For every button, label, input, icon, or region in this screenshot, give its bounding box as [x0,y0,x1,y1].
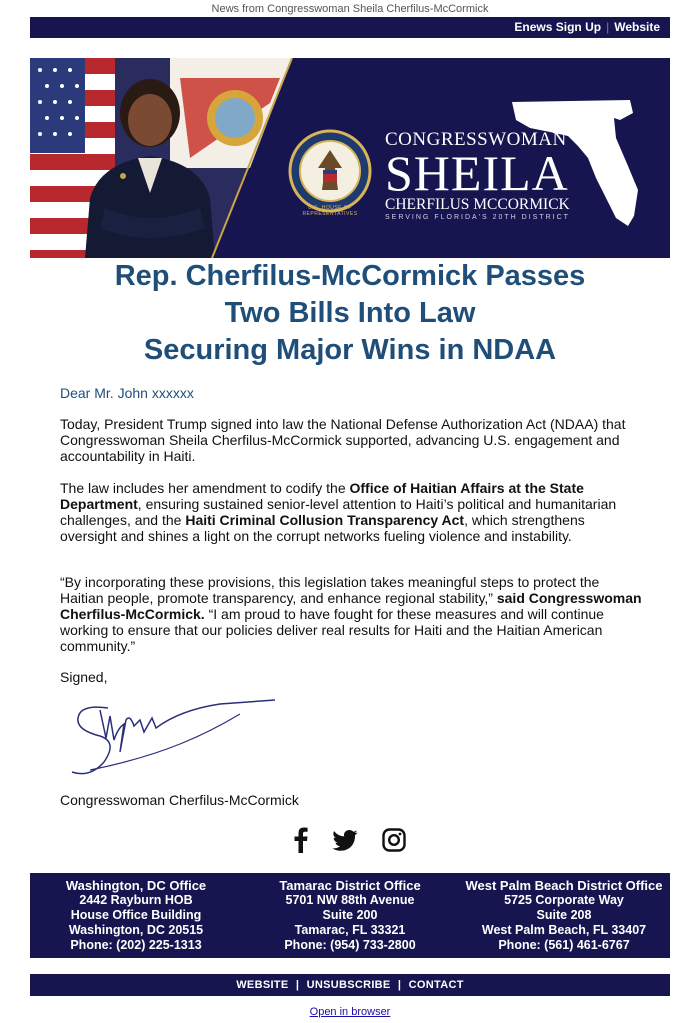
p3-text-a: “By incorporating these provisions, this legislation takes meaningful steps to protect the Haitian people, promote transparency, and enhance regional stability,” [60,574,600,606]
paragraph-3 [60,574,645,654]
office-phone: Phone: (202) 225-1313 [70,938,202,952]
p2-bold-act: Haiti Criminal Collusion Transparency Act [185,512,465,528]
footer-website-link[interactable]: WEBSITE [236,979,289,991]
office-address-line: 2442 Rayburn HOB [79,893,193,907]
paragraph-2 [60,480,645,544]
footer-separator: | [295,979,300,991]
office-phone: Phone: (561) 461-6767 [498,938,630,952]
open-in-browser-link[interactable]: Open in browser [309,1006,391,1018]
office-address-line: Washington, DC 20515 [68,923,204,937]
banner-tagline: SERVING FLORIDA'S 20TH DISTRICT [385,214,570,221]
preheader-text: News from Congresswoman Sheila Cherfilus-McCormick [211,3,489,15]
footer-separator: | [397,979,402,991]
headline [30,258,670,369]
twitter-icon[interactable] [332,830,358,856]
office-west-palm-beach [458,878,670,953]
greeting: Dear Mr. John xxxxxx [60,385,194,401]
nav-separator: | [606,20,610,34]
footer-unsubscribe-link[interactable]: UNSUBSCRIBE [306,979,391,991]
office-address-line: Suite 200 [322,908,378,922]
paragraph-1: Today, President Trump signed into law the National Defense Authorization Act (NDAA) that Congresswoman Sheila Cherfilus-McCormick supported, advancing U.S. engagement and accountability in Haiti. [60,416,626,464]
p3-bold-said: said Congresswoman Cherfilus-McCormick. [60,590,642,622]
p2-text-e: , which strengthens oversight and shines a light on the corrupt networks fueling violence and instability. [60,512,585,544]
signature-name: Congresswoman Cherfilus-McCormick [60,792,299,808]
office-title: West Palm Beach District Office [465,878,663,893]
footer-links-bar [30,974,670,996]
p3-text-c: “I am proud to have fought for these measures and will continue working to ensure that our policies deliver real results for Haiti and the Haitian American community.” [60,606,604,654]
enews-signup-link[interactable]: Enews Sign Up [514,20,602,34]
office-phone: Phone: (954) 733-2800 [284,938,416,952]
office-address-line: House Office Building [70,908,202,922]
banner-title [385,130,600,221]
headline-line2: Two Bills Into Law [224,297,476,329]
banner-title-line1: CONGRESSWOMAN [385,129,567,150]
florida-flag-icon [170,58,292,168]
p2-bold-office: Office of Haitian Affairs at the State Department [60,480,584,512]
footer-offices [30,873,670,958]
signature-image [60,690,290,785]
p2-text-c: , ensuring sustained senior-level attention to Haiti’s political and humanitarian challenges, and the [60,496,617,528]
top-nav-bar [30,17,670,38]
headline-line1: Rep. Cherfilus-McCormick Passes [114,260,586,292]
office-title: Washington, DC Office [65,878,207,893]
social-links [0,827,700,858]
header-banner [30,58,670,258]
banner-title-line3: CHERFILUS MCCORMICK [385,196,570,213]
facebook-icon[interactable] [294,827,308,858]
headline-line3: Securing Major Wins in NDAA [143,334,557,366]
p2-text-a: The law includes her amendment to codify the [60,480,350,496]
office-address-line: Tamarac, FL 33321 [294,923,406,937]
seal-text: U.S. HOUSE OF REPRESENTATIVES [302,205,358,217]
instagram-icon[interactable] [382,828,406,857]
office-address-line: Suite 208 [536,908,592,922]
house-seal-icon [290,131,370,211]
office-address-line: West Palm Beach, FL 33407 [481,923,647,937]
website-link[interactable]: Website [614,20,660,34]
signed-label: Signed, [60,669,108,685]
banner-title-line2: SHEILA [385,145,569,201]
office-washington [30,878,242,953]
office-address-line: 5701 NW 88th Avenue [285,893,415,907]
office-tamarac [244,878,456,953]
footer-contact-link[interactable]: CONTACT [408,979,464,991]
office-title: Tamarac District Office [279,878,421,893]
office-address-line: 5725 Corporate Way [504,893,624,907]
